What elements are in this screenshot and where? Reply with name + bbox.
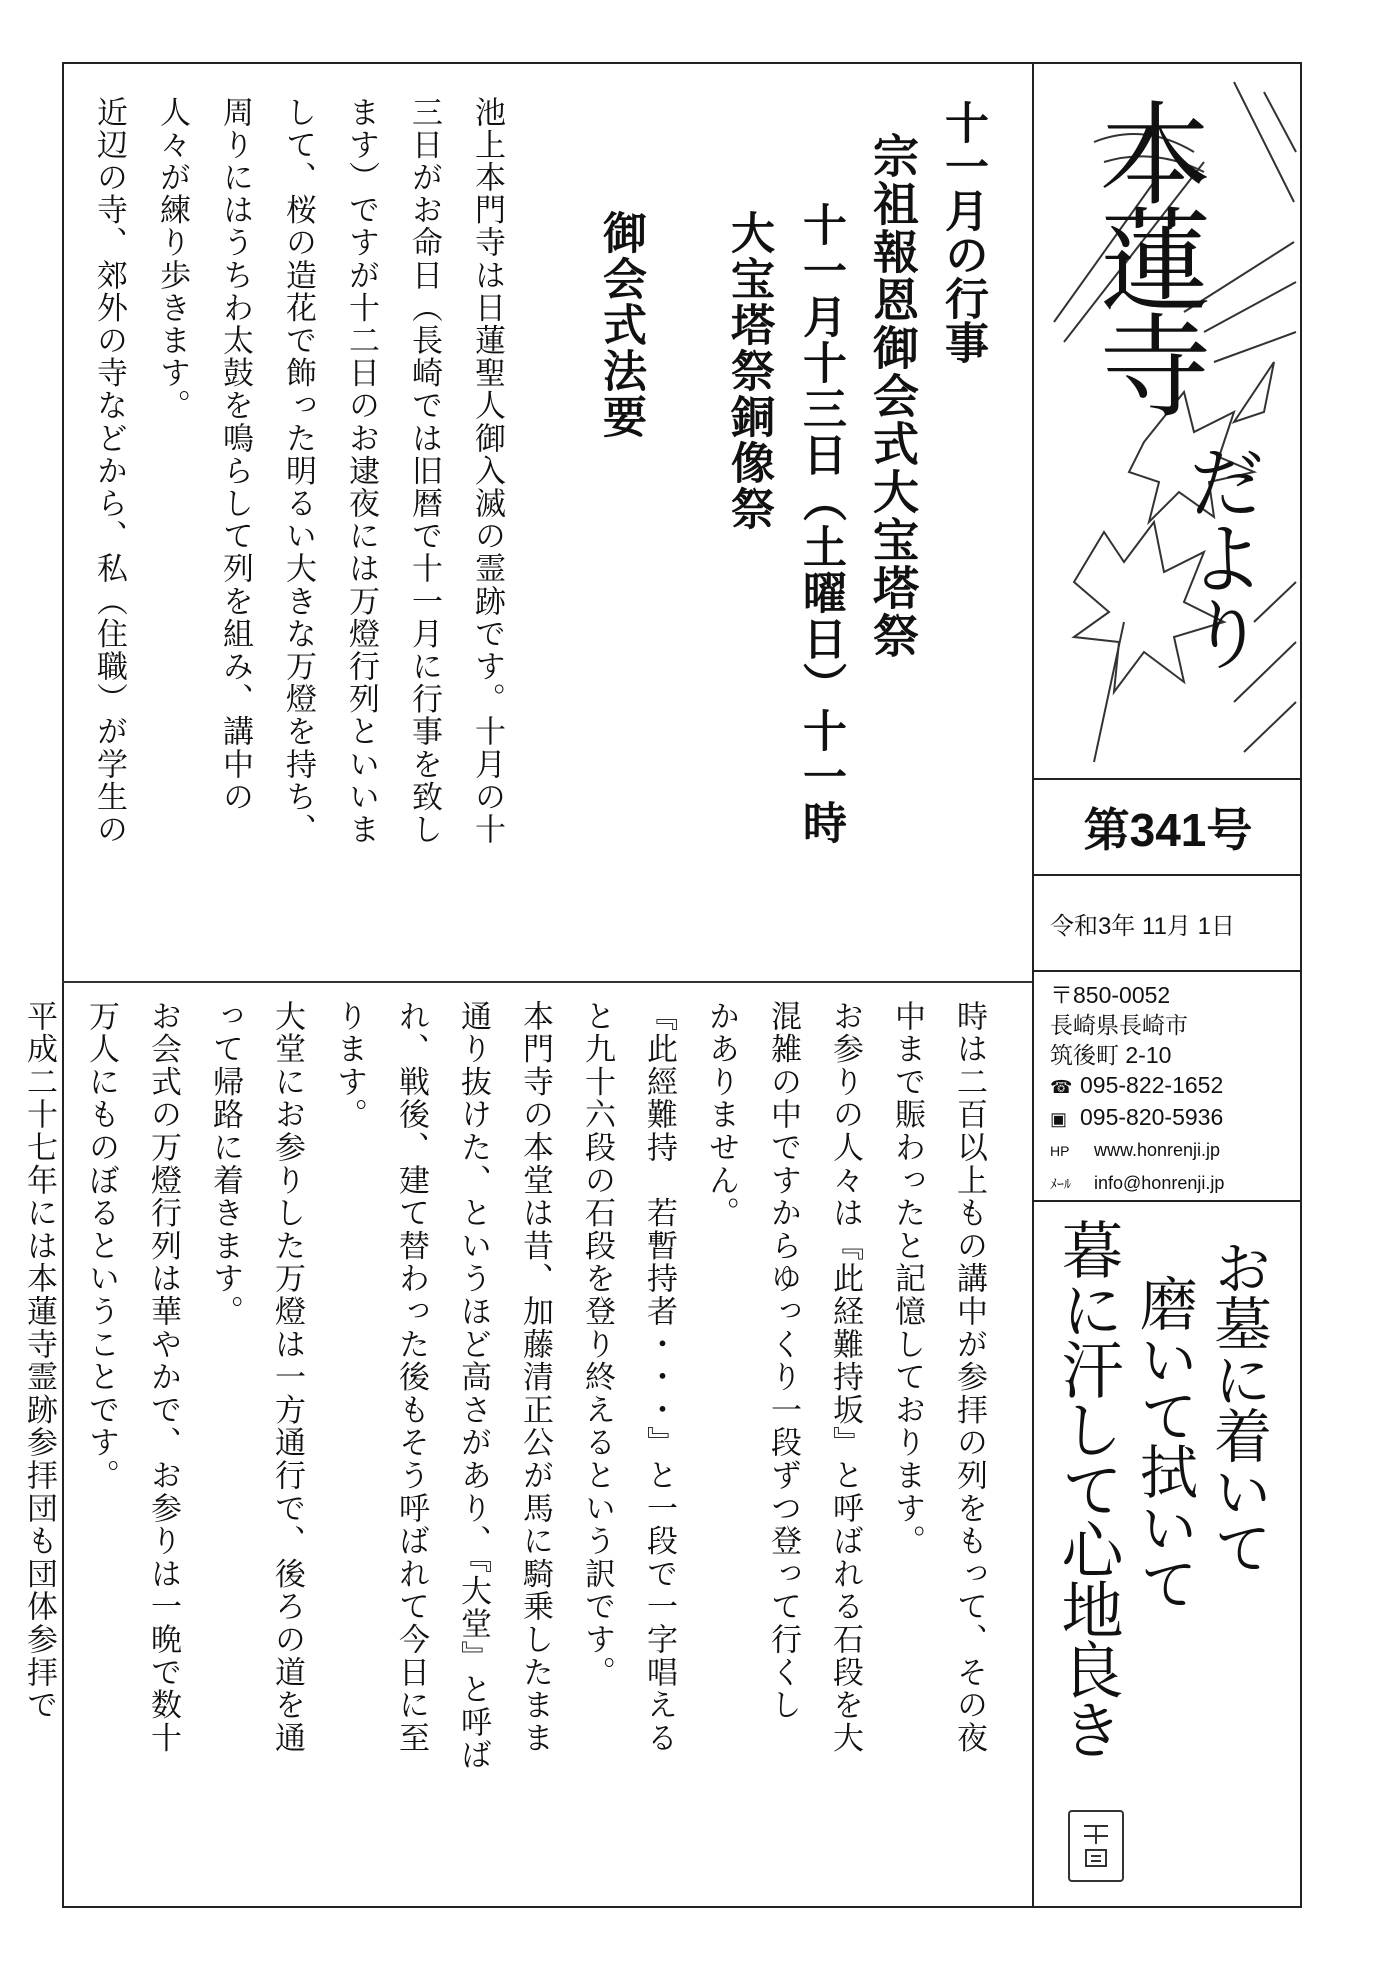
homepage-label: HP: [1050, 1143, 1070, 1159]
phone-number: 095-822-1652: [1080, 1072, 1224, 1098]
seal-stamp-icon: [1068, 1810, 1124, 1882]
masthead-subtitle: だより: [1175, 442, 1265, 670]
events-ceremony-name: 宗祖報恩御会式大宝塔祭: [866, 132, 920, 660]
fax-number: 095-820-5936: [1080, 1104, 1224, 1130]
events-subtitle-1: 大宝塔祭銅像祭: [723, 210, 774, 532]
postal-code: 〒850-0052: [1050, 982, 1171, 1008]
homepage-row: [1050, 1134, 1302, 1167]
phone-row: [1050, 1070, 1302, 1102]
mail-row: [1050, 1167, 1302, 1200]
masthead-title: 本蓮寺: [1081, 96, 1211, 414]
slogan-line-3: 暮に汗して心地良き: [1051, 1218, 1124, 1758]
slogan-line-1: お墓に着いて: [1204, 1238, 1272, 1574]
issue-date: 令和3年 11月 1日: [1032, 876, 1302, 972]
address-line-2: 筑後町 2-10: [1050, 1042, 1172, 1068]
events-title: 十一月の行事: [937, 100, 988, 364]
phone-icon: ☎: [1050, 1077, 1073, 1097]
section-divider: [62, 981, 1032, 983]
issue-number: 第341号: [1032, 780, 1302, 876]
address-line-1: 長崎県長崎市: [1050, 1012, 1188, 1038]
article-upper: 池上本門寺は日蓮聖人御入滅の霊跡です。十月の十 三日がお命日（長崎では旧暦で十一月に行事を致し ます）ですが十二日のお逮夜には万燈行列といいま して、桜の造花で飾った明るい大きな万燈を持ち、 周りにはうちわ太鼓を鳴らして列を組み、講中の 人々が練り歩きます。 近辺の寺、郊外の寺などから、私（住職）が学生の: [91, 96, 505, 846]
contact-block: [1032, 972, 1302, 1202]
slogan-line-2: 磨いて拭いて: [1130, 1274, 1198, 1610]
mail-label: ﾒｰﾙ: [1050, 1176, 1071, 1192]
fax-icon: ▣: [1050, 1109, 1068, 1129]
events-date: 十一月十三日（土曜日）十一時: [795, 202, 846, 846]
masthead: [1032, 62, 1302, 780]
slogan-box: [1032, 1202, 1302, 1908]
article-lower: 時は二百以上もの講中が参拝の列をもって、その夜 中まで賑わったと記憶しております。 お参りの人々は『此経難持坂』と呼ばれる石段を大 混雑の中ですからゆっくり一段ずつ登って行くし かありません。 『此經難持 若暫持者・・・』と一段で一字唱える と九十六段の石段を登り終えるという訳です。 本門寺の本堂は昔、加藤清正公が馬に騎乗したまま 通り抜けた、というほど高さがあり、『大堂』と呼ば れ、戦後、建て替わった後もそう呼ばれて今日に至 ります。 大堂にお参りした万燈は一方通行で、後ろの道を通 って帰路に着きます。 お会式の万燈行列は華やかで、お参りは一晩で数十 万人にものぼるということです。 平成二十七年には本蓮寺霊跡参拝団も団体参拝で: [21, 1000, 987, 1772]
fax-row: [1050, 1102, 1302, 1134]
mail-address[interactable]: info@honrenji.jp: [1094, 1173, 1225, 1193]
homepage-url[interactable]: www.honrenji.jp: [1094, 1140, 1221, 1160]
events-subtitle-2: 御会式法要: [595, 210, 646, 440]
